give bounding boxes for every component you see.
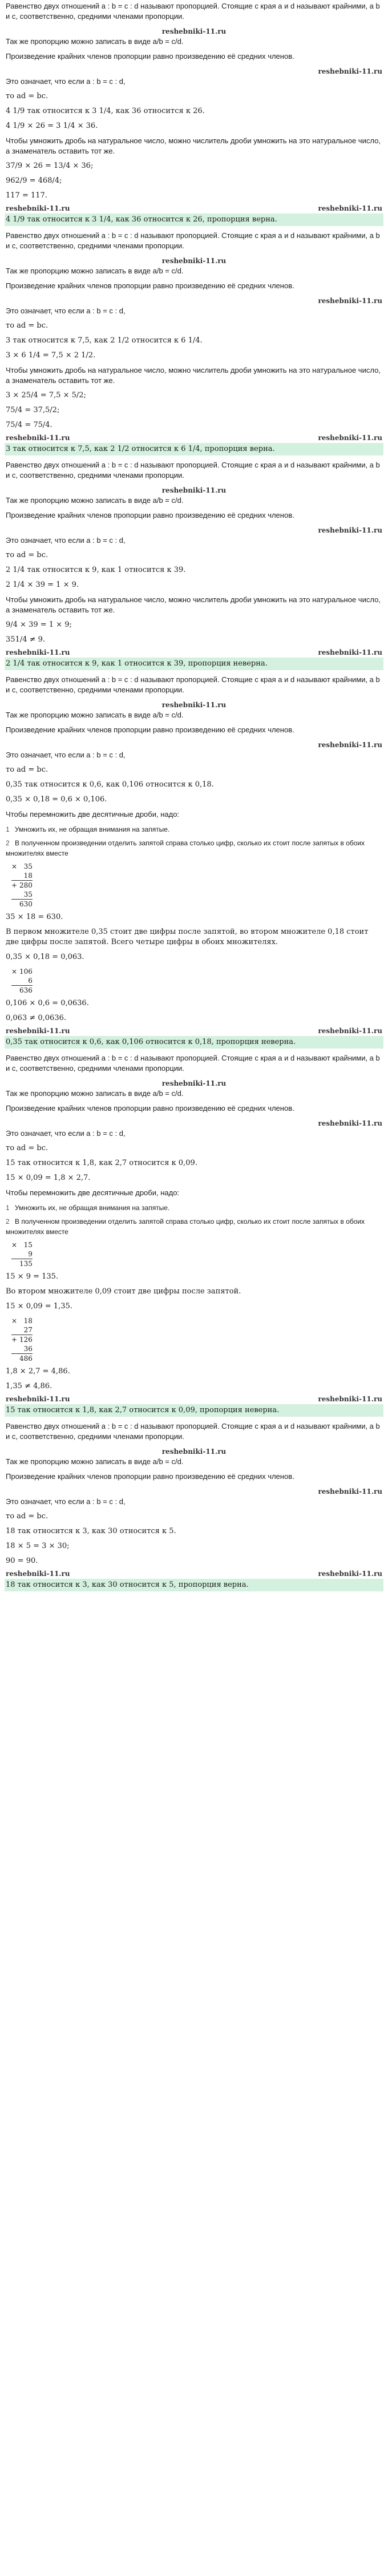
property-condition: Это означает, что если a : b = c : d, (6, 1497, 126, 1506)
proportion-notation: Так же пропорцию можно записать в виде a/b = c/d. (6, 1457, 184, 1466)
column-digit: 27 (23, 1326, 33, 1334)
problem-result: 2 1/4 так относится к 9, как 1 относится к 39, пропорция неверна. (5, 658, 383, 670)
plus-sign: + (11, 1336, 18, 1344)
column-digit: 9 (28, 1250, 33, 1258)
property-result: то ad = bc. (6, 1144, 48, 1152)
column-digit-row (11, 986, 33, 995)
column-digit-row (11, 1316, 33, 1325)
problem-result: 0,35 так относится к 0,6, как 0,106 относится к 0,18, пропорция неверна. (5, 1036, 383, 1049)
property-result: то ad = bc. (6, 321, 48, 330)
problem-4 (6, 675, 382, 1049)
calc-step: 15 × 0,09 = 1,35. (6, 1302, 72, 1311)
multiply-sign: × (11, 967, 18, 975)
column-digit-row (11, 967, 33, 976)
watermark-text: reshebniki-11.ru (318, 1487, 382, 1495)
calc-step: 0,106 × 0,6 = 0,0636. (6, 999, 89, 1007)
proportion-notation: Так же пропорцию можно записать в виде a/b = c/d. (6, 496, 184, 505)
column-digit: 18 (23, 872, 33, 880)
watermark-text: reshebniki-11.ru (318, 297, 382, 305)
calc-step: 75/4 = 75/4. (6, 421, 52, 429)
watermark-text: reshebniki-11.ru (6, 648, 70, 656)
watermark-row (6, 1394, 382, 1404)
watermark-text: reshebniki-11.ru (318, 67, 382, 75)
calc-step: 75/4 = 37,5/2; (6, 406, 60, 414)
watermark-text: reshebniki-11.ru (318, 1119, 382, 1127)
calc-step: 3 × 25/4 = 7,5 × 5/2; (6, 391, 86, 400)
fraction-rule: Чтобы умножить дробь на натуральное число, можно числитель дроби умножить на это натуральное число, а знаменатель оставить тот же. (6, 136, 381, 155)
decimal-rule-item (6, 824, 382, 835)
calc-step: 90 = 90. (6, 1557, 38, 1565)
column-digit-row (11, 976, 33, 986)
proportion-definition: Равенство двух отношений a : b = c : d называют пропорцией. Стоящие с края a и d называют крайними, а b и c, соответственно, средними членами пропорции. (6, 2, 380, 21)
problem-3 (6, 460, 382, 670)
column-digit: 36 (23, 1345, 33, 1353)
proportion-property: Произведение крайних членов пропорции равно произведению её средних членов. (6, 1104, 294, 1112)
column-digit-row (11, 1325, 33, 1335)
column-digit-row (11, 1344, 33, 1354)
rule-number: 1 (6, 1204, 10, 1212)
column-digit: 15 (23, 1241, 33, 1249)
watermark-row (6, 1569, 382, 1579)
proportion-notation: Так же пропорцию можно записать в виде a/b = c/d. (6, 267, 184, 275)
calc-step: 18 × 5 = 3 × 30; (6, 1542, 70, 1550)
column-digit: 630 (19, 900, 33, 908)
watermark-text: reshebniki-11.ru (318, 1395, 382, 1403)
column-multiplication (11, 1316, 33, 1363)
watermark-text: reshebniki-11.ru (161, 257, 227, 265)
decimal-rule-item (6, 1203, 382, 1213)
rule-text: Умножить их, не обращая внимания на запятые. (15, 825, 170, 833)
rule-text: В полученном произведении отделить запятой справа столько цифр, сколько их стоит после запятых в обоих множителях вместе (6, 1218, 365, 1236)
watermark-text: reshebniki-11.ru (6, 434, 70, 442)
calc-step: 15 × 0,09 = 1,8 × 2,7. (6, 1174, 91, 1182)
calc-step: 1,35 ≠ 4,86. (6, 1382, 52, 1390)
problem-task: 18 так относится к 3, как 30 относится к 5. (6, 1527, 176, 1535)
rule-text: В полученном произведении отделить запятой справа столько цифр, сколько их стоит после запятых в обоих множителях вместе (6, 839, 365, 857)
calc-step: 0,35 × 0,18 = 0,6 × 0,106. (6, 795, 107, 804)
watermark-text: reshebniki-11.ru (318, 204, 382, 212)
property-condition: Это означает, что если a : b = c : d, (6, 77, 126, 86)
multiply-sign: × (11, 1241, 18, 1249)
column-digit: 135 (19, 1260, 33, 1268)
watermark-text: reshebniki-11.ru (318, 1027, 382, 1035)
plus-sign: + (11, 881, 18, 889)
problem-task: 2 1/4 так относится к 9, как 1 относится к 39. (6, 566, 186, 574)
watermark-text: reshebniki-11.ru (318, 434, 382, 442)
calc-step: В первом множителе 0,35 стоит две цифры после запятой, во втором множителе 0,18 стоит две цифры после запятой. Всего четыре цифры в обоих множителях. (6, 928, 369, 946)
decimal-rule-intro: Чтобы перемножить две десятичные дроби, надо: (6, 810, 180, 819)
multiply-sign: × (11, 862, 18, 870)
proportion-definition: Равенство двух отношений a : b = c : d называют пропорцией. Стоящие с края a и d называют крайними, а b и c, соответственно, средними членами пропорции. (6, 231, 380, 250)
problem-result: 18 так относится к 3, как 30 относится к 5, пропорция верна. (5, 1579, 383, 1591)
calc-step: 3 × 6 1/4 = 7,5 × 2 1/2. (6, 351, 96, 360)
fraction-rule: Чтобы умножить дробь на натуральное число, можно числитель дроби умножить на это натуральное число, а знаменатель оставить тот же. (6, 366, 381, 385)
column-digit-row (11, 1335, 33, 1344)
multiply-sign: × (11, 1317, 18, 1325)
watermark-text: reshebniki-11.ru (318, 1570, 382, 1578)
calc-step: 2 1/4 × 39 = 1 × 9. (6, 580, 79, 589)
watermark-text: reshebniki-11.ru (161, 1448, 227, 1456)
rule-number: 1 (6, 825, 10, 833)
column-digit-row (11, 1259, 33, 1268)
column-digit-row (11, 871, 33, 881)
column-digit: 636 (19, 986, 33, 994)
watermark-text: reshebniki-11.ru (161, 1079, 227, 1087)
column-digit: 126 (19, 1336, 33, 1344)
column-digit-row (11, 1249, 33, 1259)
watermark-text: reshebniki-11.ru (161, 27, 227, 35)
property-condition: Это означает, что если a : b = c : d, (6, 1129, 126, 1138)
decimal-rule-item (6, 838, 382, 858)
column-digit: 18 (23, 1317, 33, 1325)
decimal-rule-item (6, 1216, 382, 1237)
watermark-row (6, 433, 382, 443)
rule-number: 2 (6, 1218, 10, 1225)
column-multiplication (11, 1240, 33, 1268)
decimal-rule-intro: Чтобы перемножить две десятичные дроби, надо: (6, 1188, 180, 1197)
column-digit: 280 (19, 881, 33, 889)
proportion-definition: Равенство двух отношений a : b = c : d называют пропорцией. Стоящие с края a и d называют крайними, а b и c, соответственно, средними членами пропорции. (6, 675, 380, 694)
rule-number: 2 (6, 839, 10, 847)
problem-task: 3 так относится к 7,5, как 2 1/2 относится к 6 1/4. (6, 336, 203, 345)
problem-task: 15 так относится к 1,8, как 2,7 относится к 0,09. (6, 1159, 197, 1167)
watermark-text: reshebniki-11.ru (6, 1395, 70, 1403)
rule-text: Умножить их, не обращая внимания на запятые. (15, 1204, 170, 1212)
problem-result: 15 так относится к 1,8, как 2,7 относится к 0,09, пропорция неверна. (5, 1404, 383, 1417)
proportion-definition: Равенство двух отношений a : b = c : d называют пропорцией. Стоящие с края a и d называют крайними, а b и c, соответственно, средними членами пропорции. (6, 461, 380, 479)
watermark-text: reshebniki-11.ru (318, 526, 382, 534)
proportion-property: Произведение крайних членов пропорции равно произведению её средних членов. (6, 725, 294, 734)
column-multiplication (11, 967, 33, 995)
calc-step: 1,8 × 2,7 = 4,86. (6, 1367, 70, 1376)
column-digit-row (11, 890, 33, 900)
watermark-row (6, 1026, 382, 1036)
column-digit-row (11, 1354, 33, 1363)
column-digit: 106 (19, 967, 33, 975)
problem-5 (6, 1053, 382, 1417)
proportion-property: Произведение крайних членов пропорции равно произведению её средних членов. (6, 1472, 294, 1481)
problem-task: 4 1/9 так относится к 3 1/4, как 36 относится к 26. (6, 107, 205, 115)
calc-step: 962/9 = 468/4; (6, 176, 62, 185)
property-condition: Это означает, что если a : b = c : d, (6, 536, 126, 545)
watermark-text: reshebniki-11.ru (161, 701, 227, 709)
column-digit: 486 (19, 1354, 33, 1362)
property-result: то ad = bc. (6, 551, 48, 559)
column-digit: 6 (28, 977, 33, 985)
calc-step: 35 × 18 = 630. (6, 913, 63, 921)
watermark-text: reshebniki-11.ru (161, 486, 227, 494)
calc-step: 0,35 × 0,18 = 0,063. (6, 953, 84, 961)
proportion-notation: Так же пропорцию можно записать в виде a/b = c/d. (6, 711, 184, 719)
fraction-rule: Чтобы умножить дробь на натуральное число, можно числитель дроби умножить на это натуральное число, а знаменатель оставить тот же. (6, 595, 381, 614)
problem-task: 0,35 так относится к 0,6, как 0,106 относится к 0,18. (6, 780, 214, 789)
calc-step: 37/9 × 26 = 13/4 × 36; (6, 162, 94, 170)
calc-step: 117 = 117. (6, 191, 47, 200)
problem-result: 3 так относится к 7,5, как 2 1/2 относится к 6 1/4, пропорция верна. (5, 443, 383, 455)
calc-step: 0,063 ≠ 0,0636. (6, 1014, 66, 1022)
column-digit-row (11, 881, 33, 890)
problem-1 (6, 1, 382, 226)
watermark-text: reshebniki-11.ru (6, 204, 70, 212)
problem-2 (6, 231, 382, 455)
watermark-row (6, 203, 382, 213)
property-condition: Это означает, что если a : b = c : d, (6, 307, 126, 315)
property-result: то ad = bc. (6, 92, 48, 100)
proportion-property: Произведение крайних членов пропорции равно произведению её средних членов. (6, 52, 294, 61)
watermark-text: reshebniki-11.ru (6, 1570, 70, 1578)
calc-step: 351/4 ≠ 9. (6, 635, 46, 644)
watermark-row (6, 647, 382, 658)
column-digit: 35 (23, 862, 33, 870)
problem-result: 4 1/9 так относится к 3 1/4, как 36 относится к 26, пропорция верна. (5, 213, 383, 226)
watermark-text: reshebniki-11.ru (318, 648, 382, 656)
proportion-notation: Так же пропорцию можно записать в виде a/b = c/d. (6, 37, 184, 46)
column-digit-row (11, 900, 33, 909)
property-result: то ad = bc. (6, 765, 48, 774)
proportion-property: Произведение крайних членов пропорции равно произведению её средних членов. (6, 281, 294, 290)
column-multiplication (11, 862, 33, 909)
column-digit-row (11, 1240, 33, 1249)
calc-step: 9/4 × 39 = 1 × 9; (6, 620, 72, 629)
problem-6 (6, 1421, 382, 1591)
proportion-definition: Равенство двух отношений a : b = c : d называют пропорцией. Стоящие с края a и d называют крайними, а b и c, соответственно, средними членами пропорции. (6, 1422, 380, 1441)
property-condition: Это означает, что если a : b = c : d, (6, 751, 126, 759)
calc-step: 15 × 9 = 135. (6, 1272, 59, 1281)
proportion-notation: Так же пропорцию можно записать в виде a/b = c/d. (6, 1089, 184, 1098)
proportion-definition: Равенство двух отношений a : b = c : d называют пропорцией. Стоящие с края a и d называют крайними, а b и c, соответственно, средними членами пропорции. (6, 1054, 380, 1073)
watermark-text: reshebniki-11.ru (6, 1027, 70, 1035)
column-digit: 35 (23, 890, 33, 898)
column-digit-row (11, 862, 33, 871)
property-result: то ad = bc. (6, 1512, 48, 1521)
calc-step: Во втором множителе 0,09 стоит две цифры после запятой. (6, 1287, 241, 1296)
calc-step: 4 1/9 × 26 = 3 1/4 × 36. (6, 122, 98, 130)
proportion-property: Произведение крайних членов пропорции равно произведению её средних членов. (6, 511, 294, 519)
watermark-text: reshebniki-11.ru (318, 741, 382, 749)
